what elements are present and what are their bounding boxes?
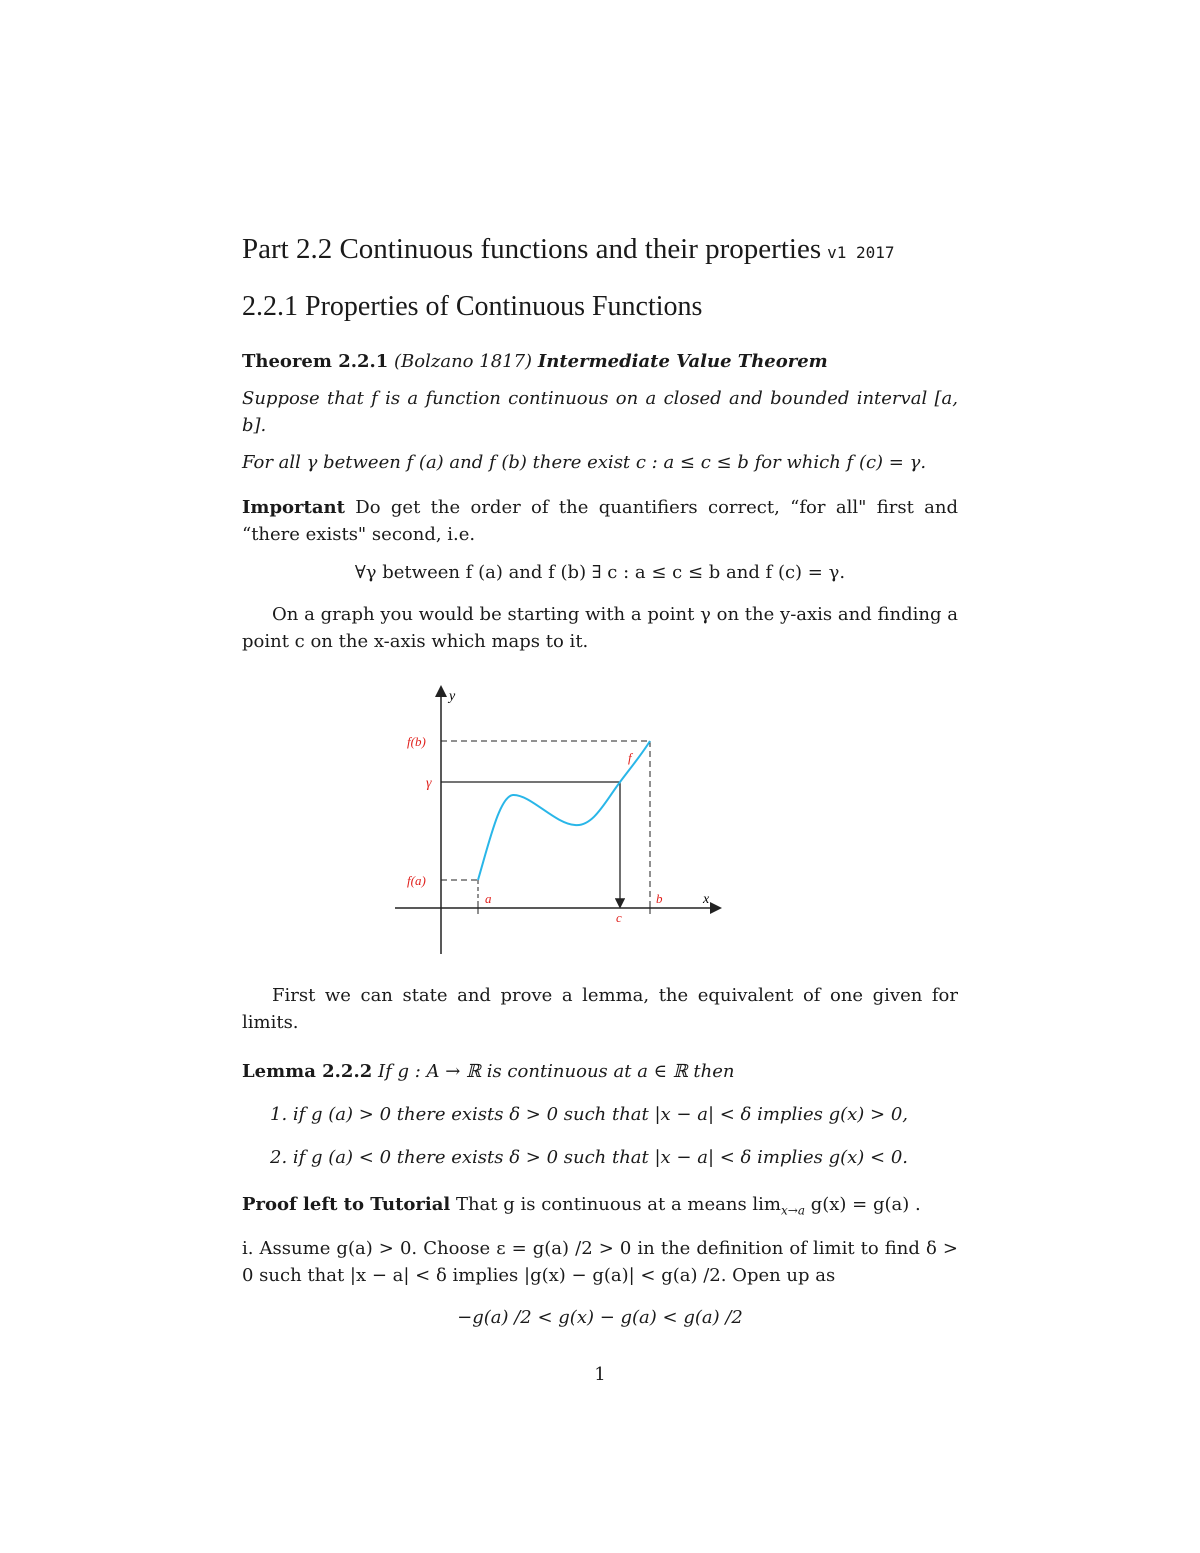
important-note bbox=[242, 494, 958, 548]
gamma-label: γ bbox=[426, 776, 432, 791]
version-label: v1 2017 bbox=[827, 243, 895, 262]
y-axis-label: y bbox=[449, 689, 456, 704]
graph-paragraph: On a graph you would be starting with a point γ on the y-axis and finding a point c on the x-axis which maps to it. bbox=[242, 604, 958, 652]
function-curve bbox=[478, 741, 650, 880]
fb-label: f(b) bbox=[407, 734, 426, 749]
page-content bbox=[242, 230, 958, 665]
quantifier-formula: ∀γ between f (a) and f (b) ∃ c : a ≤ c ≤ b and f (c) = γ. bbox=[354, 562, 846, 583]
lemma-intro: First we can state and prove a lemma, the equivalent of one given for limits. bbox=[242, 985, 958, 1033]
proof-text-2: g(x) = g(a) . bbox=[804, 1194, 921, 1215]
ivt-figure bbox=[395, 684, 725, 956]
theorem-line-1: Suppose that f is a function continuous on a closed and bounded interval [a, b]. bbox=[242, 388, 958, 436]
lemma-item-1: 1. if g (a) > 0 there exists δ > 0 such that |x − a| < δ implies g(x) > 0, bbox=[270, 1104, 908, 1125]
important-label: Important bbox=[242, 497, 345, 518]
theorem-name: Intermediate Value Theorem bbox=[537, 351, 828, 372]
lemma-statement bbox=[242, 1058, 958, 1085]
proof-part-1: i. Assume g(a) > 0. Choose ε = g(a) /2 > 0 in the definition of limit to find δ > 0 such that |x − a| < δ implies |g(x) − g(a)| < g(a) /2. Open up as bbox=[242, 1237, 958, 1286]
f-label: f bbox=[628, 750, 632, 765]
lemma-label: Lemma 2.2.2 bbox=[242, 1061, 373, 1082]
lemma-text: If g : A → ℝ is continuous at a ∈ ℝ then bbox=[377, 1061, 735, 1082]
c-label: c bbox=[616, 910, 622, 925]
theorem-heading bbox=[242, 348, 958, 375]
lemma-item-2: 2. if g (a) < 0 there exists δ > 0 such that |x − a| < δ implies g(x) < 0. bbox=[270, 1147, 908, 1168]
theorem-label: Theorem 2.2.1 bbox=[242, 351, 389, 372]
page-title bbox=[242, 230, 958, 272]
important-text: Do get the order of the quantifiers correct, “for all" first and “there exists" second, i.e. bbox=[242, 497, 958, 545]
fa-label: f(a) bbox=[407, 873, 426, 888]
b-label: b bbox=[656, 891, 663, 906]
proof-text: That g is continuous at a means lim bbox=[455, 1194, 781, 1215]
theorem-attribution: (Bolzano 1817) bbox=[394, 351, 533, 372]
page-content-lower bbox=[242, 982, 958, 1346]
title-text: Part 2.2 Continuous functions and their properties bbox=[242, 233, 822, 265]
proof-label: Proof left to Tutorial bbox=[242, 1194, 451, 1215]
proof-intro bbox=[242, 1191, 958, 1225]
page-number: 1 bbox=[594, 1364, 606, 1385]
a-label: a bbox=[485, 891, 492, 906]
section-heading: 2.2.1 Properties of Continuous Functions bbox=[242, 291, 703, 322]
x-axis-label: x bbox=[703, 892, 710, 907]
proof-limit-sub: x→a bbox=[781, 1203, 805, 1218]
theorem-line-2: For all γ between f (a) and f (b) there exist c : a ≤ c ≤ b for which f (c) = γ. bbox=[242, 452, 927, 473]
proof-equation: −g(a) /2 < g(x) − g(a) < g(a) /2 bbox=[457, 1306, 743, 1328]
